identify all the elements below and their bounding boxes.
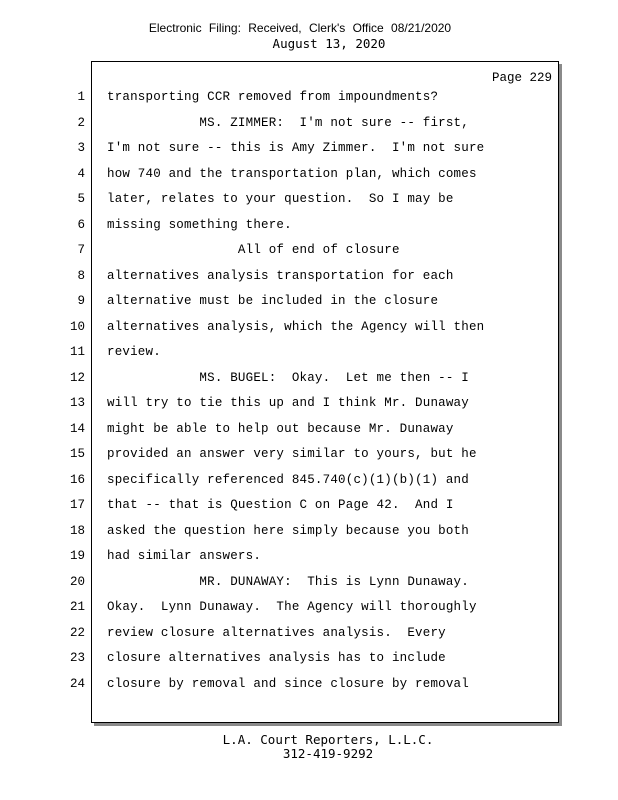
line-number: 18 bbox=[69, 523, 85, 538]
line-number: 8 bbox=[77, 268, 85, 283]
transcript-line bbox=[0, 345, 618, 370]
line-number: 24 bbox=[69, 676, 85, 691]
line-text: review. bbox=[107, 345, 161, 359]
line-number: 4 bbox=[77, 166, 85, 181]
line-number: 2 bbox=[77, 115, 85, 130]
transcript-line bbox=[0, 141, 618, 166]
line-text: missing something there. bbox=[107, 217, 292, 232]
transcript-line bbox=[0, 396, 618, 421]
line-text: MS. ZIMMER: I'm not sure -- first, bbox=[107, 115, 469, 130]
transcript-line bbox=[0, 90, 618, 115]
line-text: alternatives analysis, which the Agency will then bbox=[107, 319, 485, 334]
transcript-line bbox=[0, 422, 618, 447]
line-number: 23 bbox=[69, 651, 85, 665]
line-text: how 740 and the transportation plan, which comes bbox=[107, 166, 477, 181]
transcript-line bbox=[0, 473, 618, 498]
line-number: 10 bbox=[69, 319, 85, 334]
line-text: later, relates to your question. So I may be bbox=[107, 192, 454, 206]
line-number: 17 bbox=[69, 498, 85, 512]
line-text: asked the question here simply because you both bbox=[107, 523, 469, 538]
transcript-line bbox=[0, 269, 618, 294]
transcript-line bbox=[0, 371, 618, 396]
page-number: Page 229 bbox=[491, 71, 552, 85]
transcript-line bbox=[0, 320, 618, 345]
line-number: 9 bbox=[77, 294, 85, 308]
reporter-company: L.A. Court Reporters, L.L.C. bbox=[222, 732, 434, 747]
line-text: MS. BUGEL: Okay. Let me then -- I bbox=[107, 370, 469, 385]
filing-stamp: Electronic Filing: Received, Clerk's Office 08/21/2020 bbox=[148, 21, 452, 35]
transcript-line bbox=[0, 498, 618, 523]
line-number: 21 bbox=[69, 600, 85, 614]
line-number: 14 bbox=[69, 421, 85, 436]
transcript-line bbox=[0, 524, 618, 549]
line-text: All of end of closure bbox=[107, 243, 400, 257]
line-number: 11 bbox=[69, 345, 85, 359]
line-text: specifically referenced 845.740(c)(1)(b)(1) and bbox=[107, 472, 469, 487]
line-text: alternatives analysis transportation for each bbox=[107, 268, 454, 283]
line-text: had similar answers. bbox=[107, 549, 262, 563]
line-number: 12 bbox=[69, 370, 85, 385]
line-text: Okay. Lynn Dunaway. The Agency will thoroughly bbox=[107, 600, 477, 614]
transcript-line bbox=[0, 218, 618, 243]
transcript-line bbox=[0, 294, 618, 319]
line-text: closure alternatives analysis has to include bbox=[107, 651, 446, 665]
line-text: transporting CCR removed from impoundments? bbox=[107, 90, 439, 104]
line-number: 15 bbox=[69, 447, 85, 461]
line-text: provided an answer very similar to yours, but he bbox=[107, 447, 477, 461]
line-text: I'm not sure -- this is Amy Zimmer. I'm not sure bbox=[107, 141, 485, 155]
line-text: MR. DUNAWAY: This is Lynn Dunaway. bbox=[107, 574, 469, 589]
line-text: review closure alternatives analysis. Every bbox=[107, 625, 446, 640]
line-text: will try to tie this up and I think Mr. Dunaway bbox=[107, 396, 469, 410]
transcript-line bbox=[0, 626, 618, 651]
transcript-line bbox=[0, 677, 618, 702]
line-text: alternative must be included in the closure bbox=[107, 294, 439, 308]
line-text: closure by removal and since closure by removal bbox=[107, 676, 469, 691]
line-number: 19 bbox=[69, 549, 85, 563]
line-number: 6 bbox=[77, 217, 85, 232]
transcript-date: August 13, 2020 bbox=[272, 36, 386, 51]
line-number: 16 bbox=[69, 472, 85, 487]
line-number: 22 bbox=[69, 625, 85, 640]
transcript-line bbox=[0, 575, 618, 600]
line-number: 7 bbox=[77, 243, 85, 257]
reporter-phone: 312-419-9292 bbox=[282, 746, 374, 761]
transcript-line bbox=[0, 116, 618, 141]
line-text: might be able to help out because Mr. Dunaway bbox=[107, 421, 454, 436]
transcript-line bbox=[0, 549, 618, 574]
transcript-line bbox=[0, 192, 618, 217]
line-number: 20 bbox=[69, 574, 85, 589]
transcript-line bbox=[0, 651, 618, 676]
line-number: 3 bbox=[77, 141, 85, 155]
line-text: that -- that is Question C on Page 42. And I bbox=[107, 498, 454, 512]
transcript-line bbox=[0, 243, 618, 268]
line-number: 13 bbox=[69, 396, 85, 410]
transcript-line bbox=[0, 167, 618, 192]
line-number: 1 bbox=[77, 90, 85, 104]
line-number: 5 bbox=[77, 192, 85, 206]
transcript-line bbox=[0, 447, 618, 472]
transcript-line bbox=[0, 600, 618, 625]
footer bbox=[0, 733, 618, 761]
